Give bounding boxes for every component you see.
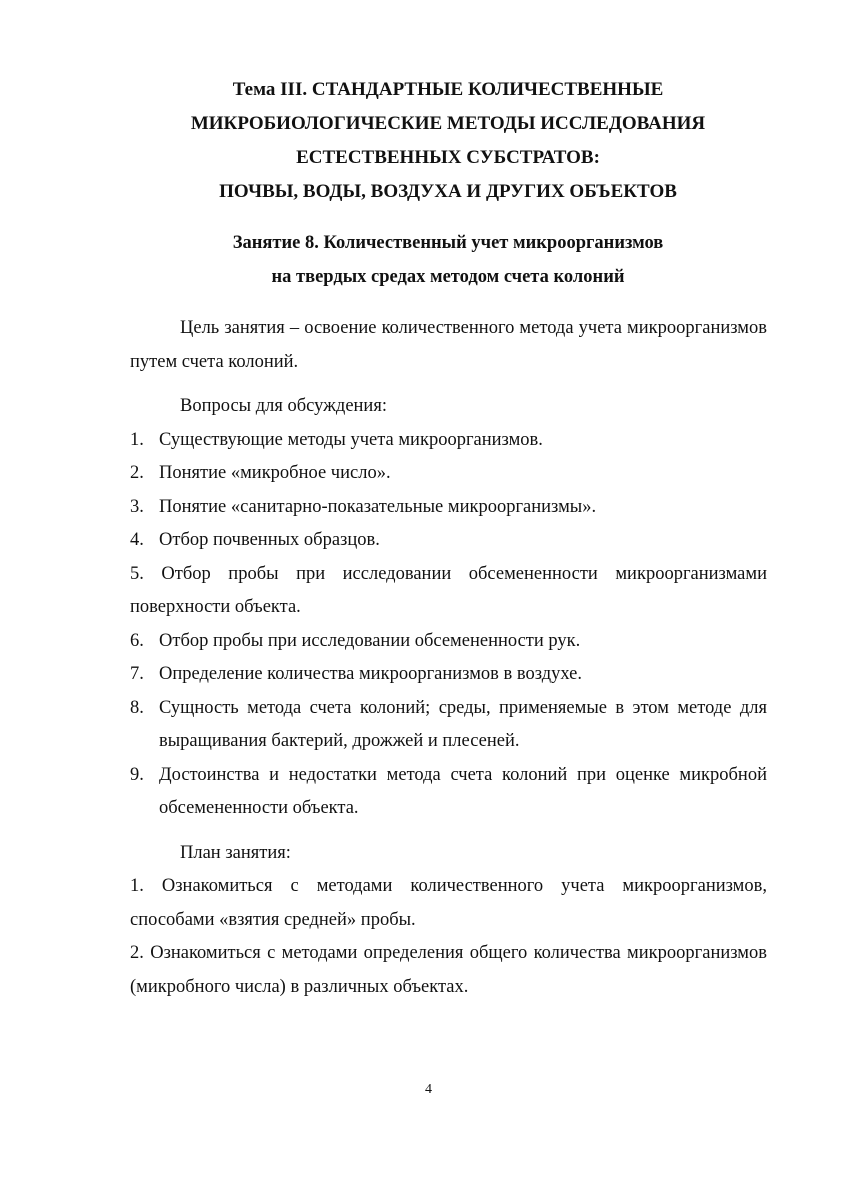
lesson-title-line: Занятие 8. Количественный учет микроорганизмов	[232, 233, 664, 253]
topic-title-line: Тема III. СТАНДАРТНЫЕ КОЛИЧЕСТВЕННЫЕ	[232, 79, 664, 100]
plan-item: 1. Ознакомиться с методами количественного учета микроорганизмов, способами «взятия средней» пробы.	[130, 876, 767, 930]
question-item: 5. Отбор пробы при исследовании обсемененности микроорганизмами поверхности объекта.	[130, 563, 767, 617]
lesson-title-line: на твердых средах методом счета колоний	[271, 267, 625, 287]
question-item: 2. Понятие «микробное число».	[130, 463, 391, 483]
topic-title-line: ЕСТЕСТВЕННЫХ СУБСТРАТОВ:	[296, 147, 600, 168]
topic-title-line: МИКРОБИОЛОГИЧЕСКИЕ МЕТОДЫ ИССЛЕДОВАНИЯ	[190, 113, 706, 134]
lesson-title	[100, 226, 796, 294]
topic-title	[100, 73, 796, 209]
plan-item: 2. Ознакомиться с методами определения общего количества микроорганизмов (микробного числа) в различных объектах.	[130, 943, 767, 997]
topic-title-line: ПОЧВЫ, ВОДЫ, ВОЗДУХА И ДРУГИХ ОБЪЕКТОВ	[219, 181, 677, 202]
question-item: 4. Отбор почвенных образцов.	[130, 530, 380, 550]
questions-heading: Вопросы для обсуждения:	[180, 396, 387, 416]
page-number: 4	[425, 1082, 432, 1097]
plan-heading: План занятия:	[180, 842, 291, 863]
question-item: 8. Сущность метода счета колоний; среды, применяемые в этом методе для выращивания бактерий, дрожжей и плесеней.	[130, 697, 767, 751]
question-item: 6. Отбор пробы при исследовании обсемененности рук.	[130, 630, 581, 651]
goal-paragraph: Цель занятия – освоение количественного метода учета микроорганизмов путем счета колоний.	[130, 318, 767, 372]
question-item: 3. Понятие «санитарно-показательные микроорганизмы».	[130, 496, 597, 517]
question-item: 9. Достоинства и недостатки метода счета колоний при оценке микробной обсемененности объекта.	[130, 764, 767, 818]
body-text	[130, 312, 767, 1004]
question-item: 7. Определение количества микроорганизмов в воздухе.	[130, 664, 583, 684]
question-item: 1. Существующие методы учета микроорганизмов.	[130, 429, 543, 450]
